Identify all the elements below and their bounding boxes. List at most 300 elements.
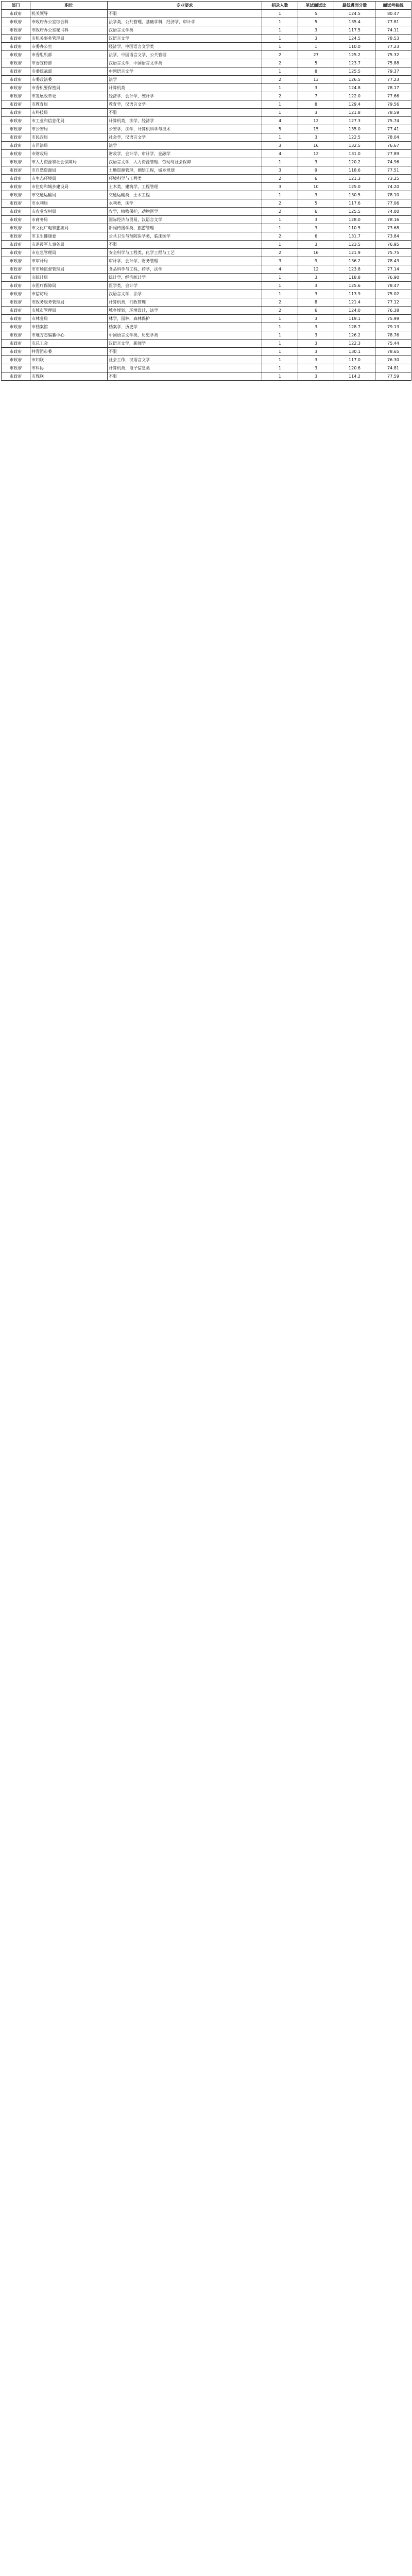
interview-line-cell: 78.76 <box>375 331 411 340</box>
min-score-cell: 123.5 <box>334 241 375 249</box>
major-cell: 林学，园林，森林保护 <box>108 315 262 323</box>
min-score-cell: 110.0 <box>334 43 375 51</box>
position-cell: 市委政法委 <box>30 76 108 84</box>
min-score-cell: 118.8 <box>334 274 375 282</box>
position-cell: 市审计局 <box>30 257 108 265</box>
min-score-cell: 124.8 <box>334 84 375 92</box>
department-cell: 市政府 <box>2 232 30 241</box>
hire-count-cell: 2 <box>262 59 298 67</box>
hire-count-cell: 2 <box>262 208 298 216</box>
header-interview-line: 面试考核线 <box>375 2 411 10</box>
ratio-cell: 16 <box>298 142 334 150</box>
min-score-cell: 125.5 <box>334 67 375 76</box>
interview-line-cell: 78.04 <box>375 133 411 142</box>
position-cell: 市残联 <box>30 372 108 381</box>
hire-count-cell: 1 <box>262 340 298 348</box>
min-score-cell: 122.5 <box>334 133 375 142</box>
position-cell: 市工业和信息化局 <box>30 117 108 125</box>
table-row <box>2 100 411 109</box>
major-cell: 法学 <box>108 142 262 150</box>
interview-line-cell: 76.95 <box>375 241 411 249</box>
table-row <box>2 125 411 133</box>
min-score-cell: 110.5 <box>334 224 375 232</box>
department-cell: 市政府 <box>2 364 30 372</box>
interview-line-cell: 77.23 <box>375 43 411 51</box>
hire-count-cell: 1 <box>262 216 298 224</box>
position-cell: 市科技局 <box>30 109 108 117</box>
table-row <box>2 158 411 166</box>
position-cell: 市城市管理局 <box>30 307 108 315</box>
table-row <box>2 10 411 18</box>
hire-count-cell: 1 <box>262 274 298 282</box>
hire-count-cell: 2 <box>262 175 298 183</box>
department-cell: 市政府 <box>2 307 30 315</box>
position-cell: 市市场监督管理局 <box>30 265 108 274</box>
interview-line-cell: 79.13 <box>375 323 411 331</box>
interview-line-cell: 74.11 <box>375 26 411 35</box>
department-cell: 市政府 <box>2 340 30 348</box>
position-cell: 市委宣传部 <box>30 59 108 67</box>
hire-count-cell: 1 <box>262 191 298 199</box>
interview-line-cell: 77.51 <box>375 166 411 175</box>
ratio-cell: 3 <box>298 158 334 166</box>
major-cell: 国际经济与贸易，汉语言文学 <box>108 216 262 224</box>
header-row <box>2 2 411 10</box>
position-cell: 市妇联 <box>30 356 108 364</box>
department-cell: 市政府 <box>2 175 30 183</box>
hire-count-cell: 3 <box>262 166 298 175</box>
hire-count-cell: 3 <box>262 257 298 265</box>
position-cell: 市委机要保密局 <box>30 84 108 92</box>
table-row <box>2 323 411 331</box>
position-cell: 市商务局 <box>30 216 108 224</box>
major-cell: 计算机类 <box>108 84 262 92</box>
table-row <box>2 166 411 175</box>
hire-count-cell: 2 <box>262 249 298 257</box>
table-header <box>2 2 411 10</box>
min-score-cell: 131.7 <box>334 232 375 241</box>
position-cell: 市应急管理局 <box>30 249 108 257</box>
department-cell: 市政府 <box>2 92 30 100</box>
major-cell: 土地资源管理，测绘工程，城乡规划 <box>108 166 262 175</box>
ratio-cell: 1 <box>298 43 334 51</box>
major-cell: 统计学，经济统计学 <box>108 274 262 282</box>
recruitment-score-table-sheet <box>1 1 411 381</box>
hire-count-cell: 1 <box>262 109 298 117</box>
hire-count-cell: 5 <box>262 125 298 133</box>
table-row <box>2 191 411 199</box>
ratio-cell: 3 <box>298 26 334 35</box>
min-score-cell: 121.3 <box>334 175 375 183</box>
ratio-cell: 3 <box>298 241 334 249</box>
min-score-cell: 132.5 <box>334 142 375 150</box>
min-score-cell: 131.0 <box>334 150 375 158</box>
ratio-cell: 12 <box>298 117 334 125</box>
hire-count-cell: 1 <box>262 100 298 109</box>
table-row <box>2 232 411 241</box>
hire-count-cell: 1 <box>262 26 298 35</box>
department-cell: 市政府 <box>2 183 30 191</box>
table-row <box>2 249 411 257</box>
hire-count-cell: 1 <box>262 67 298 76</box>
position-cell: 共青团市委 <box>30 348 108 356</box>
hire-count-cell: 3 <box>262 183 298 191</box>
major-cell: 经济学，会计学，统计学 <box>108 92 262 100</box>
hire-count-cell: 1 <box>262 43 298 51</box>
interview-line-cell: 76.67 <box>375 142 411 150</box>
hire-count-cell: 2 <box>262 307 298 315</box>
hire-count-cell: 4 <box>262 117 298 125</box>
position-cell: 市退役军人事务局 <box>30 241 108 249</box>
ratio-cell: 3 <box>298 290 334 298</box>
min-score-cell: 128.0 <box>334 216 375 224</box>
table-row <box>2 133 411 142</box>
department-cell: 市政府 <box>2 356 30 364</box>
interview-line-cell: 74.20 <box>375 183 411 191</box>
min-score-cell: 122.3 <box>334 340 375 348</box>
major-cell: 农学，植物保护，动物医学 <box>108 208 262 216</box>
interview-line-cell: 79.56 <box>375 100 411 109</box>
department-cell: 市政府 <box>2 274 30 282</box>
ratio-cell: 9 <box>298 257 334 265</box>
table-row <box>2 298 411 307</box>
interview-line-cell: 75.74 <box>375 117 411 125</box>
hire-count-cell: 2 <box>262 199 298 208</box>
min-score-cell: 124.0 <box>334 307 375 315</box>
ratio-cell: 27 <box>298 51 334 59</box>
table-row <box>2 76 411 84</box>
major-cell: 财政学，会计学，审计学，金融学 <box>108 150 262 158</box>
ratio-cell: 3 <box>298 348 334 356</box>
position-cell: 市民政局 <box>30 133 108 142</box>
interview-line-cell: 77.59 <box>375 372 411 381</box>
ratio-cell: 6 <box>298 232 334 241</box>
major-cell: 社会工作，汉语言文学 <box>108 356 262 364</box>
hire-count-cell: 1 <box>262 331 298 340</box>
interview-line-cell: 78.10 <box>375 191 411 199</box>
department-cell: 市政府 <box>2 191 30 199</box>
min-score-cell: 135.4 <box>334 18 375 26</box>
table-row <box>2 307 411 315</box>
major-cell: 汉语言文学，法学 <box>108 290 262 298</box>
major-cell: 档案学，历史学 <box>108 323 262 331</box>
department-cell: 市政府 <box>2 216 30 224</box>
ratio-cell: 5 <box>298 199 334 208</box>
table-row <box>2 51 411 59</box>
major-cell: 汉语言文学，新闻学 <box>108 340 262 348</box>
department-cell: 市政府 <box>2 100 30 109</box>
interview-line-cell: 74.00 <box>375 208 411 216</box>
interview-line-cell: 77.66 <box>375 92 411 100</box>
major-cell: 新闻传播学类，旅游管理 <box>108 224 262 232</box>
hire-count-cell: 1 <box>262 18 298 26</box>
position-cell: 市水利局 <box>30 199 108 208</box>
department-cell: 市政府 <box>2 26 30 35</box>
min-score-cell: 126.5 <box>334 76 375 84</box>
table-row <box>2 348 411 356</box>
interview-line-cell: 73.84 <box>375 232 411 241</box>
interview-line-cell: 75.88 <box>375 59 411 67</box>
position-cell: 市卫生健康委 <box>30 232 108 241</box>
ratio-cell: 3 <box>298 282 334 290</box>
position-cell: 市住房和城乡建设局 <box>30 183 108 191</box>
table-row <box>2 364 411 372</box>
table-row <box>2 35 411 43</box>
min-score-cell: 121.4 <box>334 298 375 307</box>
position-cell: 市委统战部 <box>30 67 108 76</box>
min-score-cell: 124.5 <box>334 10 375 18</box>
min-score-cell: 125.6 <box>334 282 375 290</box>
header-written-interview-ratio: 笔试面试比 <box>298 2 334 10</box>
table-row <box>2 274 411 282</box>
major-cell: 不限 <box>108 372 262 381</box>
hire-count-cell: 1 <box>262 323 298 331</box>
position-cell: 市科协 <box>30 364 108 372</box>
position-cell: 市公安局 <box>30 125 108 133</box>
position-cell: 市生态环境局 <box>30 175 108 183</box>
hire-count-cell: 1 <box>262 356 298 364</box>
interview-line-cell: 75.44 <box>375 340 411 348</box>
major-cell: 汉语言文学 <box>108 35 262 43</box>
department-cell: 市政府 <box>2 117 30 125</box>
interview-line-cell: 77.12 <box>375 298 411 307</box>
min-score-cell: 130.5 <box>334 191 375 199</box>
department-cell: 市政府 <box>2 158 30 166</box>
min-score-cell: 121.8 <box>334 109 375 117</box>
interview-line-cell: 78.43 <box>375 257 411 265</box>
department-cell: 市政府 <box>2 265 30 274</box>
department-cell: 市政府 <box>2 59 30 67</box>
position-cell: 市地方志编纂中心 <box>30 331 108 340</box>
major-cell: 中国语言文学 <box>108 67 262 76</box>
position-cell: 市交通运输局 <box>30 191 108 199</box>
ratio-cell: 3 <box>298 274 334 282</box>
table-row <box>2 290 411 298</box>
hire-count-cell: 1 <box>262 158 298 166</box>
table-row <box>2 241 411 249</box>
min-score-cell: 127.3 <box>334 117 375 125</box>
min-score-cell: 135.0 <box>334 125 375 133</box>
position-cell: 市政府办公室综合科 <box>30 18 108 26</box>
department-cell: 市政府 <box>2 290 30 298</box>
min-score-cell: 128.7 <box>334 323 375 331</box>
interview-line-cell: 80.47 <box>375 10 411 18</box>
department-cell: 市政府 <box>2 125 30 133</box>
min-score-cell: 118.6 <box>334 166 375 175</box>
major-cell: 公安学，法学，计算机科学与技术 <box>108 125 262 133</box>
table-row <box>2 84 411 92</box>
major-cell: 汉语言文学，人力资源管理，劳动与社会保障 <box>108 158 262 166</box>
position-cell: 市信访局 <box>30 290 108 298</box>
interview-line-cell: 75.02 <box>375 290 411 298</box>
ratio-cell: 3 <box>298 331 334 340</box>
interview-line-cell: 75.99 <box>375 315 411 323</box>
interview-line-cell: 74.81 <box>375 364 411 372</box>
interview-line-cell: 78.47 <box>375 282 411 290</box>
department-cell: 市政府 <box>2 199 30 208</box>
major-cell: 审计学，会计学，财务管理 <box>108 257 262 265</box>
interview-line-cell: 76.38 <box>375 307 411 315</box>
min-score-cell: 121.9 <box>334 249 375 257</box>
major-cell: 经济学，中国语言文学类 <box>108 43 262 51</box>
hire-count-cell: 1 <box>262 35 298 43</box>
department-cell: 市政府 <box>2 348 30 356</box>
header-department: 部门 <box>2 2 30 10</box>
department-cell: 市政府 <box>2 166 30 175</box>
ratio-cell: 6 <box>298 175 334 183</box>
ratio-cell: 3 <box>298 216 334 224</box>
hire-count-cell: 2 <box>262 76 298 84</box>
score-table <box>1 1 411 381</box>
major-cell: 水利类，法学 <box>108 199 262 208</box>
major-cell: 不限 <box>108 109 262 117</box>
table-row <box>2 224 411 232</box>
interview-line-cell: 75.75 <box>375 249 411 257</box>
position-cell: 市文化广电和旅游局 <box>30 224 108 232</box>
min-score-cell: 120.2 <box>334 158 375 166</box>
department-cell: 市政府 <box>2 10 30 18</box>
table-row <box>2 92 411 100</box>
min-score-cell: 123.8 <box>334 265 375 274</box>
department-cell: 市政府 <box>2 51 30 59</box>
ratio-cell: 8 <box>298 298 334 307</box>
min-score-cell: 125.2 <box>334 51 375 59</box>
table-row <box>2 331 411 340</box>
interview-line-cell: 76.90 <box>375 274 411 282</box>
ratio-cell: 3 <box>298 133 334 142</box>
ratio-cell: 3 <box>298 315 334 323</box>
interview-line-cell: 77.41 <box>375 125 411 133</box>
major-cell: 公共卫生与预防医学类，临床医学 <box>108 232 262 241</box>
ratio-cell: 3 <box>298 323 334 331</box>
hire-count-cell: 3 <box>262 142 298 150</box>
major-cell: 安全科学与工程类，化学工程与工艺 <box>108 249 262 257</box>
hire-count-cell: 1 <box>262 84 298 92</box>
ratio-cell: 5 <box>298 59 334 67</box>
department-cell: 市政府 <box>2 150 30 158</box>
table-row <box>2 142 411 150</box>
ratio-cell: 13 <box>298 76 334 84</box>
ratio-cell: 3 <box>298 372 334 381</box>
table-row <box>2 356 411 364</box>
interview-line-cell: 73.25 <box>375 175 411 183</box>
interview-line-cell: 77.14 <box>375 265 411 274</box>
min-score-cell: 119.1 <box>334 315 375 323</box>
hire-count-cell: 1 <box>262 282 298 290</box>
ratio-cell: 3 <box>298 109 334 117</box>
min-score-cell: 129.4 <box>334 100 375 109</box>
min-score-cell: 126.2 <box>334 331 375 340</box>
min-score-cell: 117.6 <box>334 199 375 208</box>
major-cell: 医学类，会计学 <box>108 282 262 290</box>
position-cell: 市政务服务管理局 <box>30 298 108 307</box>
header-major-requirement: 专业要求 <box>108 2 262 10</box>
min-score-cell: 130.1 <box>334 348 375 356</box>
ratio-cell: 15 <box>298 125 334 133</box>
department-cell: 市政府 <box>2 249 30 257</box>
position-cell: 市发展改革委 <box>30 92 108 100</box>
major-cell: 环境科学与工程类 <box>108 175 262 183</box>
interview-line-cell: 76.30 <box>375 356 411 364</box>
position-cell: 市统计局 <box>30 274 108 282</box>
table-row <box>2 372 411 381</box>
major-cell: 法学类，公共管理，基础学科，经济学，审计学 <box>108 18 262 26</box>
min-score-cell: 117.0 <box>334 356 375 364</box>
department-cell: 市政府 <box>2 84 30 92</box>
table-row <box>2 150 411 158</box>
hire-count-cell: 1 <box>262 241 298 249</box>
ratio-cell: 5 <box>298 10 334 18</box>
department-cell: 市政府 <box>2 224 30 232</box>
department-cell: 市政府 <box>2 35 30 43</box>
department-cell: 市政府 <box>2 241 30 249</box>
major-cell: 汉语言文学，中国语言文学类 <box>108 59 262 67</box>
min-score-cell: 114.2 <box>334 372 375 381</box>
department-cell: 市政府 <box>2 18 30 26</box>
interview-line-cell: 79.37 <box>375 67 411 76</box>
interview-line-cell: 78.53 <box>375 35 411 43</box>
table-row <box>2 175 411 183</box>
ratio-cell: 3 <box>298 191 334 199</box>
hire-count-cell: 1 <box>262 364 298 372</box>
hire-count-cell: 2 <box>262 298 298 307</box>
ratio-cell: 12 <box>298 265 334 274</box>
header-position: 职位 <box>30 2 108 10</box>
position-cell: 机关领导 <box>30 10 108 18</box>
min-score-cell: 123.7 <box>334 59 375 67</box>
major-cell: 计算机类，电子信息类 <box>108 364 262 372</box>
hire-count-cell: 1 <box>262 315 298 323</box>
min-score-cell: 136.2 <box>334 257 375 265</box>
hire-count-cell: 1 <box>262 224 298 232</box>
ratio-cell: 3 <box>298 340 334 348</box>
position-cell: 市委办公室 <box>30 43 108 51</box>
table-row <box>2 257 411 265</box>
hire-count-cell: 4 <box>262 150 298 158</box>
hire-count-cell: 2 <box>262 51 298 59</box>
ratio-cell: 3 <box>298 35 334 43</box>
table-row <box>2 216 411 224</box>
table-row <box>2 282 411 290</box>
position-cell: 市自然资源局 <box>30 166 108 175</box>
interview-line-cell: 74.96 <box>375 158 411 166</box>
ratio-cell: 9 <box>298 166 334 175</box>
department-cell: 市政府 <box>2 43 30 51</box>
department-cell: 市政府 <box>2 282 30 290</box>
min-score-cell: 117.5 <box>334 26 375 35</box>
major-cell: 汉语言文学类 <box>108 26 262 35</box>
ratio-cell: 10 <box>298 183 334 191</box>
position-cell: 市政府办公室秘书科 <box>30 26 108 35</box>
min-score-cell: 113.9 <box>334 290 375 298</box>
major-cell: 计算机类，行政管理 <box>108 298 262 307</box>
major-cell: 不限 <box>108 241 262 249</box>
position-cell: 市总工会 <box>30 340 108 348</box>
table-row <box>2 109 411 117</box>
table-row <box>2 183 411 191</box>
ratio-cell: 8 <box>298 100 334 109</box>
major-cell: 法学 <box>108 76 262 84</box>
position-cell: 市农业农村局 <box>30 208 108 216</box>
min-score-cell: 122.0 <box>334 92 375 100</box>
table-row <box>2 26 411 35</box>
ratio-cell: 12 <box>298 150 334 158</box>
min-score-cell: 120.6 <box>334 364 375 372</box>
hire-count-cell: 1 <box>262 290 298 298</box>
interview-line-cell: 73.68 <box>375 224 411 232</box>
header-hire-count: 招录人数 <box>262 2 298 10</box>
ratio-cell: 8 <box>298 67 334 76</box>
